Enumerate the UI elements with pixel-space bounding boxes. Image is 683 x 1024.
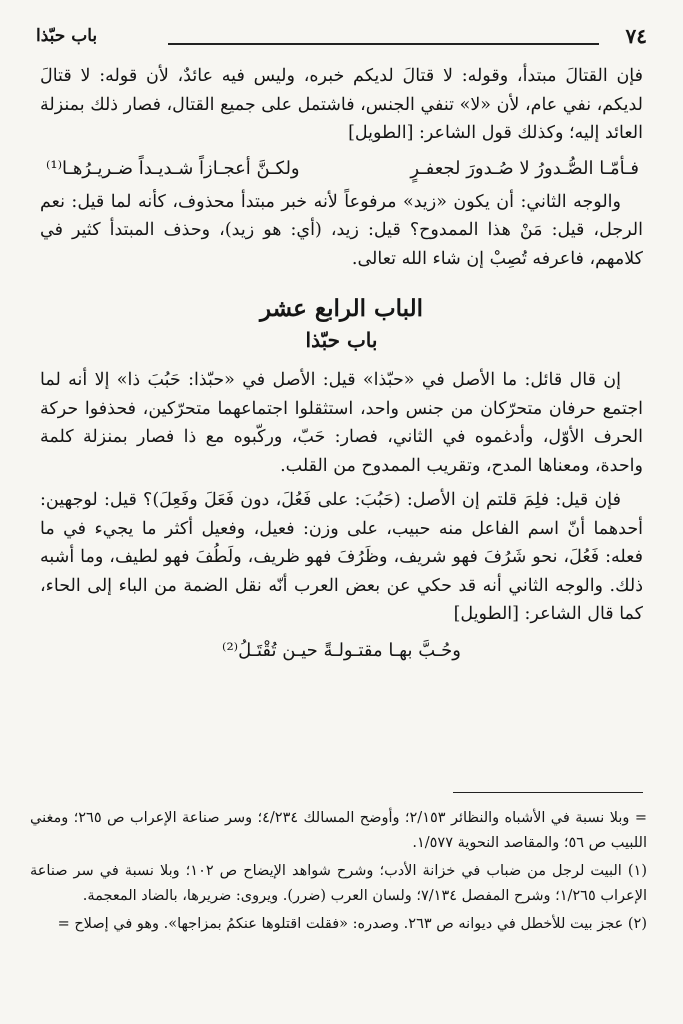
verse-1-second-hemistich: ولكـنَّ أعجـازاً شـديـداً ضـريـرُهـا⁽¹⁾ <box>46 157 300 179</box>
page-header <box>36 24 647 58</box>
verse-1-first-hemistich: فـأمّـا الصُّـدورُ لا صُـدورَ لجعفـرٍ <box>410 157 639 179</box>
verse-2: وحُـبَّ بهـا مقتـولـةً حيـن تُقْتَـلُ⁽²⁾ <box>222 639 461 661</box>
paragraph-2: والوجه الثاني: أن يكون «زيد» مرفوعاً لأنه خبر مبتدأ محذوف، كأنه لما قيل: نعم الرجل، قيل: مَنْ هذا الممدوح؟ قيل: زيد، (أي: هو زيد)، وحذف المبتدأ كثير في كلامهم، فاعرفه تُصِبْ إن شاء الله تعالى. <box>40 191 643 269</box>
header-rule <box>168 43 599 45</box>
footnote-separator <box>453 792 643 793</box>
page-number: ٧٤ <box>625 24 647 48</box>
section-title: باب حبّذا <box>305 328 378 352</box>
chapter-title: الباب الرابع عشر <box>259 295 424 322</box>
paragraph-4: فإن قيل: فلِمَ قلتم إن الأصل: (حَبُبَ: على فَعُلَ، دون فَعَلَ وفَعِلَ)؟ قيل: لوجهين: أحدهما أنّ اسم الفاعل منه حبيب، على وزن: فعيل، وفعيل أكثر ما يجيء في ما فعله: فَعُلَ، نحو شَرُفَ فهو شريف، وظَرُفَ فهو ظريف، ولَطُفَ فهو لطيف، وما أشبه ذلك. والوجه الثاني أنه قد حكي عن بعض العرب أنّه نقل الضمة من الباء إلى الحاء، كما قال الشاعر: [الطويل] <box>40 490 643 624</box>
verse-1 <box>40 154 643 184</box>
paragraph-1: فإن القتالَ مبتدأ، وقوله: لا قتالَ لديكم خبره، وليس فيه عائدٌ، لأن قوله: لا قتالَ لديكم، نفي عام، لأن «لا» تنفي الجنس، فاشتمل على جميع القتال، فصار ذلك بمنزلة العائد إليه؛ وكذلك قول الشاعر: [الطويل] <box>40 66 643 143</box>
footnote-2: (٢) عجز بيت للأخطل في ديوانه ص ٢٦٣. وصدره: «فقلت اقتلوها عنكمُ بمزاجها». وهو في إصلاح = <box>57 916 647 932</box>
paragraph-3: إن قال قائل: ما الأصل في «حبّذا» قيل: الأصل في «حبّذا: حَبُبَ ذا» إلا أنه لما اجتمع حرفان متحرّكان من جنس واحد، استثقلوا اجتماعهما متحرّكين، فحذفوا حركة الحرف الأوّل، وأدغموه في الثاني، فصار: حَبّ، وركّبوه مع ذا فصار بمنزلة كلمة واحدة، ومعناها المدح، وتقريب الممدوح من القلب. <box>40 370 643 476</box>
page-body <box>40 62 643 667</box>
footnote-continuation: = وبلا نسبة في الأشباه والنظائر ٢/١٥٣؛ وأوضح المسالك ٤/٢٣٤؛ وسر صناعة الإعراب ص ٢٦٥؛ ومغني اللبيب ص ٥٦؛ والمقاصد النحوية ١/٥٧٧. <box>30 810 647 851</box>
footnotes <box>30 806 647 941</box>
footnote-1: (١) البيت لرجل من ضباب في خزانة الأدب؛ وشرح شواهد الإيضاح ص ١٠٢؛ وبلا نسبة في سر صناعة الإعراب ١/٢٦٥؛ وشرح المفصل ٧/١٣٤؛ ولسان العرب (ضرر). ويروى: ضريرها، بالضاد المعجمة. <box>30 863 647 904</box>
running-title: باب حبّذا <box>36 26 98 46</box>
